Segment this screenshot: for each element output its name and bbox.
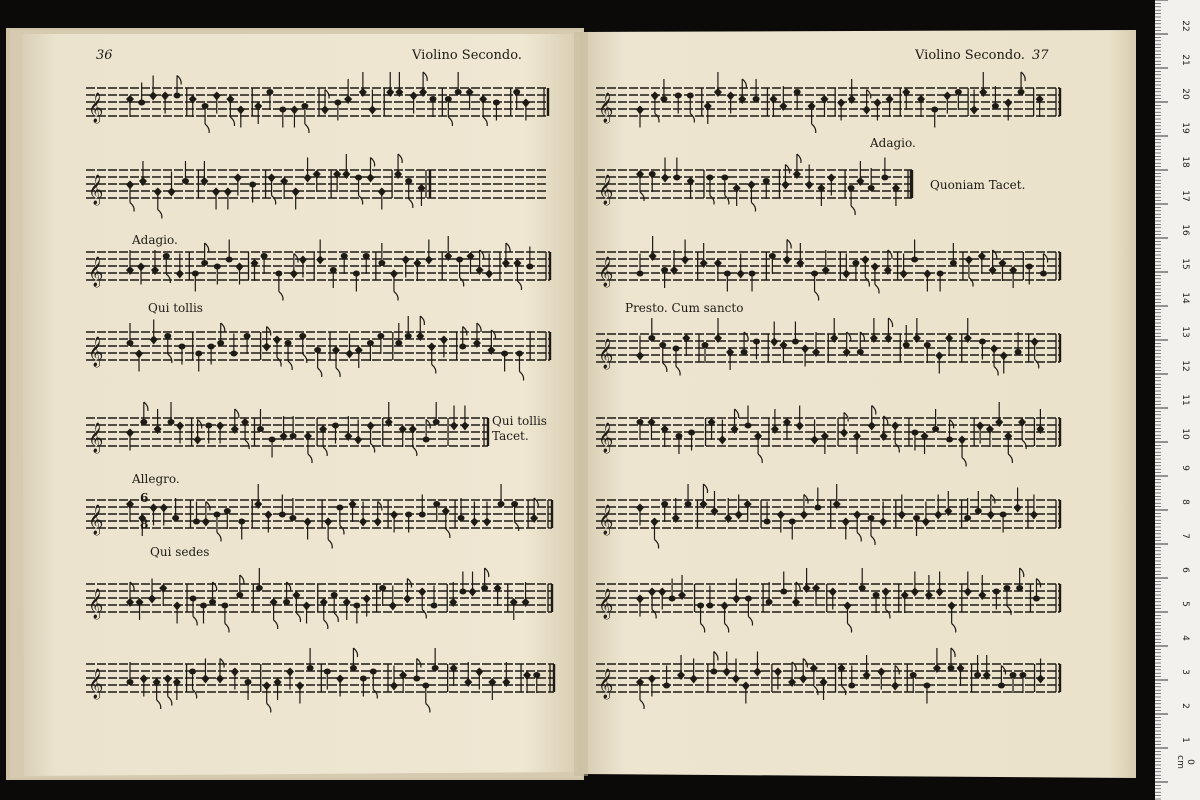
ruler-number: 19 — [1180, 122, 1190, 134]
ruler-number: 17 — [1180, 190, 1190, 202]
left-staff-1-clef: 𝄞 — [88, 93, 104, 123]
right-staff-4-clef: 𝄞 — [598, 339, 614, 369]
ruler-number: 8 — [1180, 499, 1190, 505]
ruler-number: 14 — [1180, 292, 1190, 304]
ruler-number: 1 — [1180, 737, 1190, 743]
left-staff-8-clef: 𝄞 — [88, 669, 104, 699]
left-staff-5-clef: 𝄞 — [88, 423, 104, 453]
right-staff-1-clef: 𝄞 — [598, 93, 614, 123]
left-staff-3-clef: 𝄞 — [88, 257, 104, 287]
left-adagio-marking: Adagio. — [132, 233, 178, 247]
left-allegro-marking: Allegro. — [132, 472, 180, 486]
presto-cum-sancto-marking: Presto. Cum sancto — [625, 301, 744, 315]
ruler-number: 15 — [1180, 258, 1190, 270]
ruler-number: 7 — [1180, 533, 1190, 539]
ruler-number: 4 — [1180, 635, 1190, 641]
right-running-title: Violino Secondo. — [915, 48, 1025, 63]
time-signature-bottom: 8 — [140, 517, 149, 531]
ruler-number: 13 — [1180, 326, 1190, 338]
ruler-number: 9 — [1180, 465, 1190, 471]
ruler-number: 20 — [1180, 88, 1190, 100]
ruler-number: 3 — [1180, 669, 1190, 675]
ruler-number: 12 — [1180, 360, 1190, 372]
left-staff-4-clef: 𝄞 — [88, 337, 104, 367]
left-qui-sedes-marking: Qui sedes — [150, 545, 210, 559]
left-staff-2-clef: 𝄞 — [88, 175, 104, 205]
ruler-unit-label: 0 cm — [1175, 755, 1195, 769]
right-adagio-marking: Adagio. — [870, 136, 916, 150]
ruler-number: 16 — [1180, 224, 1190, 236]
right-staff-3-clef: 𝄞 — [598, 257, 614, 287]
ruler-number: 22 — [1180, 20, 1190, 32]
ruler-number: 11 — [1180, 394, 1190, 406]
ruler-number: 21 — [1180, 54, 1190, 66]
qui-tollis-tacet-line2: Tacet. — [492, 429, 529, 443]
quoniam-tacet-marking: Quoniam Tacet. — [930, 178, 1026, 192]
right-staff-6-clef: 𝄞 — [598, 505, 614, 535]
left-qui-tollis-tacet — [492, 414, 547, 444]
ruler-number: 6 — [1180, 567, 1190, 573]
right-staff-2-clef: 𝄞 — [598, 175, 614, 205]
left-qui-tollis-marking: Qui tollis — [148, 301, 203, 315]
qui-tollis-tacet-line1: Qui tollis — [492, 414, 547, 428]
right-staff-8-clef: 𝄞 — [598, 669, 614, 699]
ruler-number: 18 — [1180, 156, 1190, 168]
left-staff-6-clef: 𝄞 — [88, 505, 104, 535]
ruler-number: 2 — [1180, 703, 1190, 709]
left-page-number: 36 — [96, 48, 113, 63]
right-staff-7-clef: 𝄞 — [598, 589, 614, 619]
left-running-title: Violino Secondo. — [412, 48, 522, 63]
time-signature-top: 6 — [140, 491, 149, 505]
right-staff-5-clef: 𝄞 — [598, 423, 614, 453]
ruler-number: 5 — [1180, 601, 1190, 607]
left-staff-7-clef: 𝄞 — [88, 589, 104, 619]
ruler-number: 10 — [1180, 428, 1190, 440]
right-page-number: 37 — [1032, 48, 1049, 63]
right-page — [580, 30, 1136, 778]
